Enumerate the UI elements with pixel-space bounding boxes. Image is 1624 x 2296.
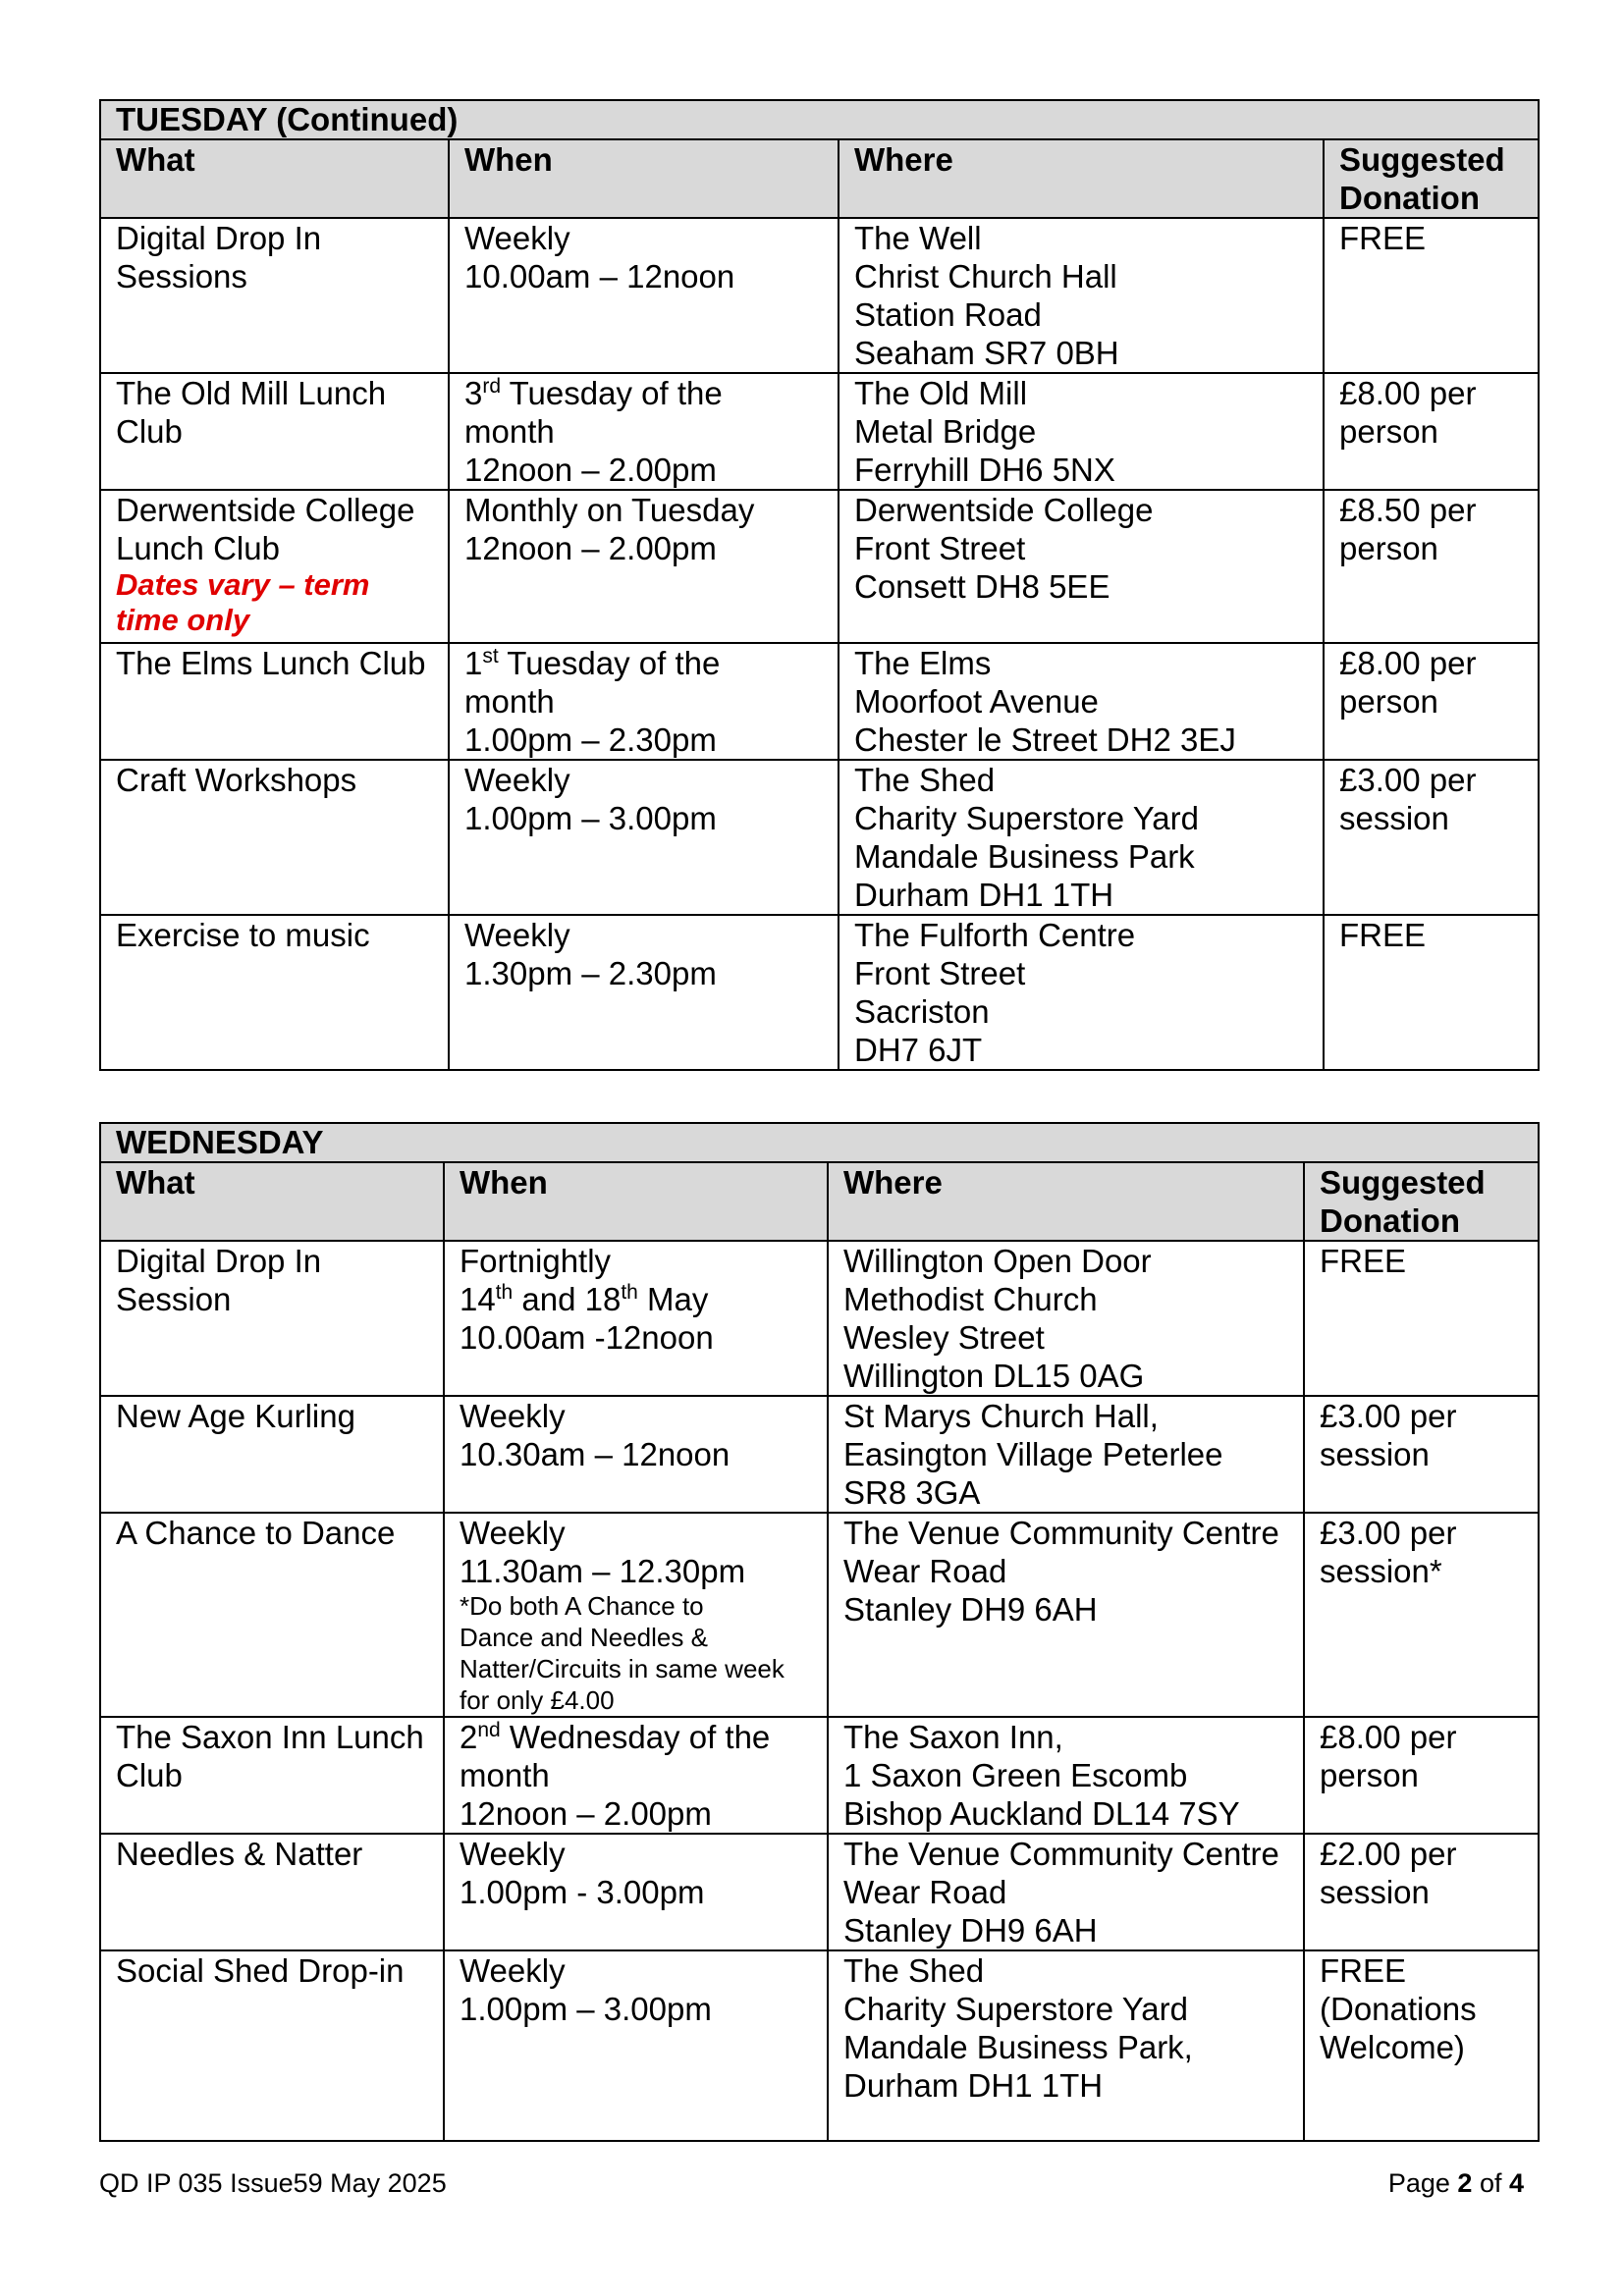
cell-line: time only — [116, 603, 250, 637]
what-cell — [100, 1396, 444, 1513]
header-donation: Suggested Donation — [1324, 139, 1539, 218]
cell-line: 10.30am – 12noon — [460, 1436, 731, 1472]
cell-line: Derwentside College — [854, 492, 1154, 528]
cell-line: Welcome) — [1320, 2029, 1465, 2065]
text-part: 1 — [464, 645, 483, 681]
cell-line: The Venue Community Centre — [843, 1836, 1279, 1872]
wednesday-section-title: WEDNESDAY — [100, 1123, 1539, 1162]
table-row — [100, 915, 1539, 1070]
when-cell — [449, 373, 839, 490]
header-what: What — [100, 139, 449, 218]
cell-line: Weekly — [460, 1952, 566, 1989]
donation-cell — [1324, 373, 1539, 490]
cell-line: The Saxon Inn, — [843, 1719, 1063, 1755]
what-cell — [100, 915, 449, 1070]
cell-line: Willington DL15 0AG — [843, 1358, 1145, 1394]
cell-line: session — [1339, 800, 1449, 836]
cell-line: Durham DH1 1TH — [843, 2067, 1104, 2104]
cell-line: Stanley DH9 6AH — [843, 1912, 1098, 1949]
cell-line: Weekly — [460, 1398, 566, 1434]
cell-line: Ferryhill DH6 5NX — [854, 452, 1115, 488]
cell-line: for only £4.00 — [460, 1685, 615, 1715]
when-cell — [444, 1396, 828, 1513]
when-cell — [449, 218, 839, 373]
cell-line: Wear Road — [843, 1874, 1007, 1910]
cell-line: Charity Superstore Yard — [854, 800, 1199, 836]
text-part: 3 — [464, 375, 483, 411]
footer-document-ref: QD IP 035 Issue59 May 2025 — [99, 2168, 447, 2198]
what-cell — [100, 373, 449, 490]
cell-line: 10.00am – 12noon — [464, 258, 735, 294]
cell-line: Weekly — [460, 1836, 566, 1872]
cell-line: 10.00am -12noon — [460, 1319, 714, 1356]
when-cell — [444, 1950, 828, 2141]
donation-cell — [1304, 1396, 1539, 1513]
cell-line: The Old Mill Lunch — [116, 375, 387, 411]
cell-line: person — [1339, 683, 1438, 720]
cell-line: month — [460, 1757, 550, 1793]
what-cell — [100, 490, 449, 643]
cell-line: Weekly — [464, 917, 570, 953]
cell-line: A Chance to Dance — [116, 1515, 396, 1551]
cell-line: 12noon – 2.00pm — [460, 1795, 712, 1832]
cell-line: The Fulforth Centre — [854, 917, 1136, 953]
what-cell — [100, 643, 449, 760]
page-total: 4 — [1508, 2168, 1524, 2198]
cell-line: £8.00 per — [1339, 375, 1477, 411]
cell-line: Moorfoot Avenue — [854, 683, 1099, 720]
cell-line: FREE — [1339, 220, 1427, 256]
cell-line — [460, 1718, 817, 1756]
cell-line: The Elms — [854, 645, 992, 681]
where-cell — [828, 1717, 1304, 1834]
cell-line — [464, 644, 828, 682]
header-where: Where — [828, 1162, 1304, 1241]
donation-cell — [1324, 218, 1539, 373]
cell-line: 1.00pm – 2.30pm — [464, 721, 717, 758]
cell-line: (Donations — [1320, 1991, 1477, 2027]
cell-line: 12noon – 2.00pm — [464, 452, 717, 488]
cell-line: Needles & Natter — [116, 1836, 363, 1872]
ordinal-suffix: st — [482, 645, 499, 667]
cell-line: Mandale Business Park, — [843, 2029, 1193, 2065]
cell-line: Digital Drop In — [116, 220, 322, 256]
tuesday-section-title: TUESDAY (Continued) — [100, 100, 1539, 139]
where-cell — [828, 1241, 1304, 1396]
donation-cell — [1324, 915, 1539, 1070]
header-where: Where — [839, 139, 1324, 218]
where-cell — [828, 1396, 1304, 1513]
where-cell — [828, 1834, 1304, 1950]
cell-line: 1 Saxon Green Escomb — [843, 1757, 1188, 1793]
ordinal-suffix: th — [621, 1281, 638, 1304]
ordinal-suffix: nd — [477, 1719, 501, 1741]
donation-cell — [1324, 490, 1539, 643]
footer-page-number — [1388, 2167, 1524, 2199]
table-row — [100, 218, 1539, 373]
cell-line: Durham DH1 1TH — [854, 877, 1114, 913]
page-current: 2 — [1457, 2168, 1473, 2198]
cell-line: session* — [1320, 1553, 1442, 1589]
donation-cell — [1324, 760, 1539, 915]
cell-line: Weekly — [464, 220, 570, 256]
cell-line: Dates vary – term — [116, 567, 370, 602]
table-row — [100, 1717, 1539, 1834]
cell-line: month — [464, 683, 555, 720]
where-cell — [839, 643, 1324, 760]
when-cell — [444, 1717, 828, 1834]
cell-line — [460, 1280, 817, 1318]
cell-line: session — [1320, 1874, 1430, 1910]
cell-line: Natter/Circuits in same week — [460, 1654, 785, 1683]
cell-line: £2.00 per — [1320, 1836, 1457, 1872]
cell-line: £8.00 per — [1339, 645, 1477, 681]
cell-line: Monthly on Tuesday — [464, 492, 755, 528]
donation-cell — [1304, 1241, 1539, 1396]
cell-line: Bishop Auckland DL14 7SY — [843, 1795, 1240, 1832]
cell-line: FREE — [1339, 917, 1427, 953]
cell-line: Weekly — [464, 762, 570, 798]
what-cell — [100, 1717, 444, 1834]
header-donation: Suggested Donation — [1304, 1162, 1539, 1241]
cell-line: The Venue Community Centre — [843, 1515, 1279, 1551]
tuesday-table — [99, 99, 1540, 1071]
text-part: 14 — [460, 1281, 496, 1317]
cell-line: The Elms Lunch Club — [116, 645, 426, 681]
cell-line — [464, 374, 828, 412]
cell-line: 11.30am – 12.30pm — [460, 1553, 746, 1589]
cell-line: Stanley DH9 6AH — [843, 1591, 1098, 1628]
cell-line: FREE — [1320, 1952, 1407, 1989]
cell-line: Craft Workshops — [116, 762, 357, 798]
when-cell — [449, 915, 839, 1070]
table-row — [100, 760, 1539, 915]
text-part: and 18 — [513, 1281, 622, 1317]
table-row — [100, 1513, 1539, 1717]
cell-line: month — [464, 413, 555, 450]
when-cell — [449, 490, 839, 643]
cell-line: £8.00 per — [1320, 1719, 1457, 1755]
wednesday-table — [99, 1122, 1540, 2142]
text-part: Tuesday of the — [498, 645, 721, 681]
cell-line: £3.00 per — [1339, 762, 1477, 798]
cell-line: Mandale Business Park — [854, 838, 1195, 875]
where-cell — [839, 490, 1324, 643]
cell-line: 1.00pm – 3.00pm — [460, 1991, 712, 2027]
what-cell — [100, 1834, 444, 1950]
when-cell — [444, 1834, 828, 1950]
where-cell — [828, 1950, 1304, 2141]
where-cell — [839, 373, 1324, 490]
header-when: When — [449, 139, 839, 218]
cell-line: Social Shed Drop-in — [116, 1952, 405, 1989]
cell-line: Sessions — [116, 258, 247, 294]
what-cell — [100, 1241, 444, 1396]
cell-line: New Age Kurling — [116, 1398, 355, 1434]
text-part: 2 — [460, 1719, 478, 1755]
cell-line: 1.00pm - 3.00pm — [460, 1874, 705, 1910]
when-cell — [444, 1241, 828, 1396]
cell-line: Station Road — [854, 296, 1042, 333]
cell-line: Exercise to music — [116, 917, 370, 953]
donation-cell — [1304, 1950, 1539, 2141]
cell-line: Session — [116, 1281, 232, 1317]
wednesday-header-row — [100, 1162, 1539, 1241]
table-row — [100, 1241, 1539, 1396]
header-what: What — [100, 1162, 444, 1241]
what-cell — [100, 760, 449, 915]
cell-line: The Old Mill — [854, 375, 1028, 411]
cell-line: DH7 6JT — [854, 1032, 983, 1068]
tuesday-header-row — [100, 139, 1539, 218]
text-part: Tuesday of the — [501, 375, 723, 411]
cell-line: Chester le Street DH2 3EJ — [854, 721, 1236, 758]
cell-line: The Saxon Inn Lunch — [116, 1719, 424, 1755]
cell-line: Weekly — [460, 1515, 566, 1551]
donation-cell — [1304, 1513, 1539, 1717]
cell-line: SR8 3GA — [843, 1474, 981, 1511]
cell-line: Seaham SR7 0BH — [854, 335, 1119, 371]
text-part: Wednesday of the — [500, 1719, 771, 1755]
donation-cell — [1304, 1834, 1539, 1950]
cell-line: Wesley Street — [843, 1319, 1045, 1356]
when-cell — [449, 643, 839, 760]
cell-line: person — [1320, 1757, 1419, 1793]
table-row — [100, 1396, 1539, 1513]
cell-line: The Well — [854, 220, 982, 256]
cell-line: Club — [116, 1757, 183, 1793]
cell-line: St Marys Church Hall, — [843, 1398, 1159, 1434]
cell-line: person — [1339, 413, 1438, 450]
cell-line: 1.00pm – 3.00pm — [464, 800, 717, 836]
cell-line: 1.30pm – 2.30pm — [464, 955, 717, 991]
when-cell — [449, 760, 839, 915]
what-cell — [100, 1513, 444, 1717]
page-mid: of — [1472, 2168, 1509, 2198]
donation-cell — [1304, 1717, 1539, 1834]
cell-line: 12noon – 2.00pm — [464, 530, 717, 566]
cell-line: person — [1339, 530, 1438, 566]
cell-line: Easington Village Peterlee — [843, 1436, 1223, 1472]
cell-line: *Do both A Chance to — [460, 1591, 704, 1621]
where-cell — [839, 915, 1324, 1070]
cell-line: Fortnightly — [460, 1243, 612, 1279]
cell-line: £3.00 per — [1320, 1398, 1457, 1434]
page-prefix: Page — [1387, 2168, 1458, 2198]
table-row — [100, 490, 1539, 643]
cell-line: Charity Superstore Yard — [843, 1991, 1188, 2027]
cell-line: Christ Church Hall — [854, 258, 1117, 294]
ordinal-suffix: th — [495, 1281, 514, 1304]
table-row — [100, 1950, 1539, 2141]
cell-line: Lunch Club — [116, 530, 280, 566]
cell-line: Derwentside College — [116, 492, 415, 528]
cell-line: £8.50 per — [1339, 492, 1477, 528]
header-when: When — [444, 1162, 828, 1241]
cell-line: Sacriston — [854, 993, 990, 1030]
table-row — [100, 643, 1539, 760]
ordinal-suffix: rd — [482, 375, 502, 398]
cell-line: The Shed — [843, 1952, 985, 1989]
cell-line: Front Street — [854, 955, 1026, 991]
cell-line: Methodist Church — [843, 1281, 1098, 1317]
text-part: May — [637, 1281, 709, 1317]
when-cell — [444, 1513, 828, 1717]
where-cell — [828, 1513, 1304, 1717]
cell-line: Digital Drop In — [116, 1243, 322, 1279]
cell-line: Dance and Needles & — [460, 1623, 708, 1652]
what-cell — [100, 218, 449, 373]
cell-line: £3.00 per — [1320, 1515, 1457, 1551]
cell-line: Front Street — [854, 530, 1026, 566]
cell-line: Metal Bridge — [854, 413, 1037, 450]
cell-line: The Shed — [854, 762, 996, 798]
what-cell — [100, 1950, 444, 2141]
where-cell — [839, 760, 1324, 915]
where-cell — [839, 218, 1324, 373]
cell-line: session — [1320, 1436, 1430, 1472]
cell-line: Club — [116, 413, 183, 450]
donation-cell — [1324, 643, 1539, 760]
cell-line: Consett DH8 5EE — [854, 568, 1110, 605]
table-row — [100, 1834, 1539, 1950]
cell-line: Wear Road — [843, 1553, 1007, 1589]
cell-line: FREE — [1320, 1243, 1407, 1279]
cell-line: Willington Open Door — [843, 1243, 1152, 1279]
table-row — [100, 373, 1539, 490]
